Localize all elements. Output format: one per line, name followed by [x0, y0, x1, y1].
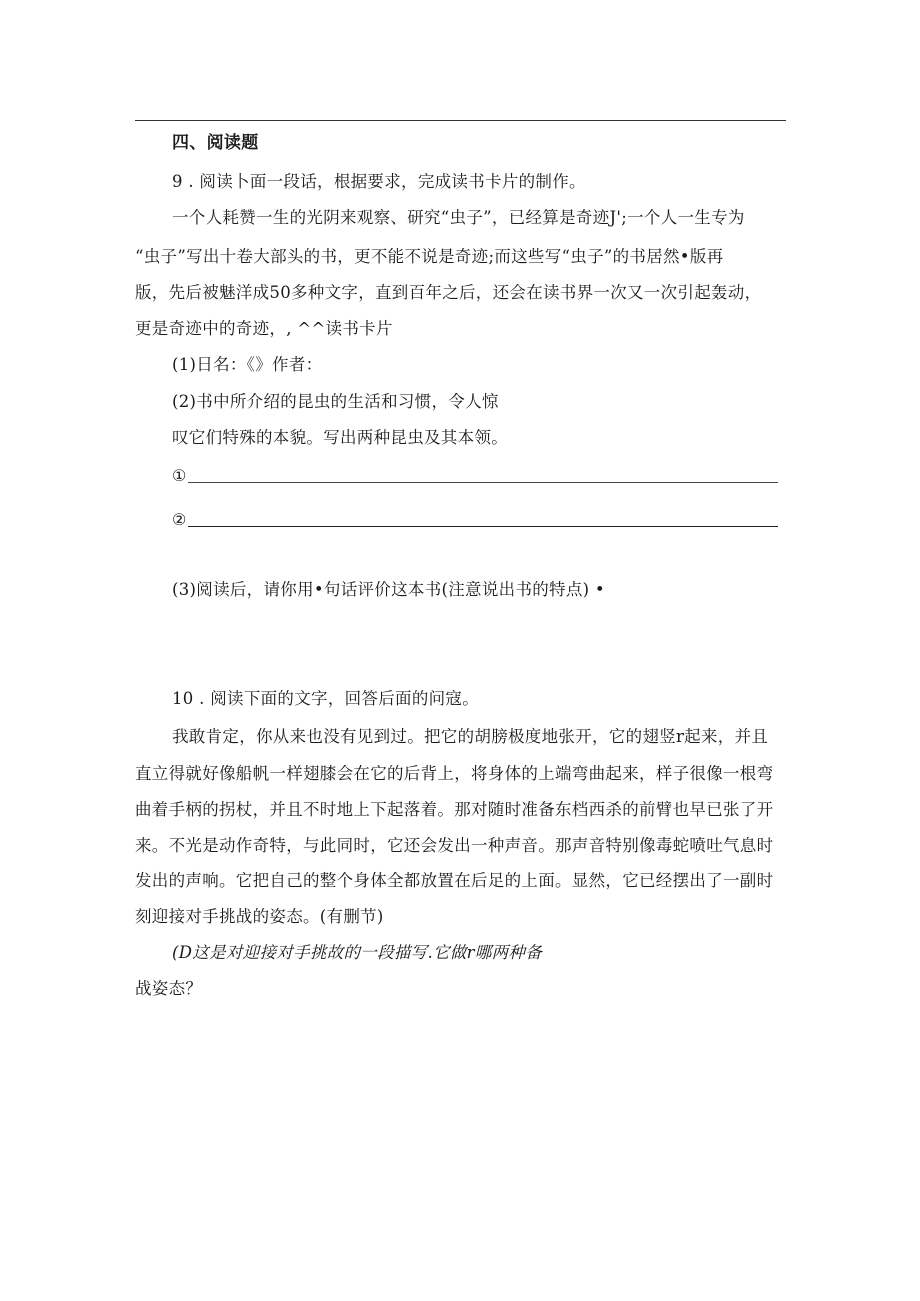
q9-passage-line-3: 版，先后被魅洋成50多种文字，直到百年之后，还会在读书界一次又一次引起轰动， [135, 283, 762, 302]
answer-blank-2[interactable] [172, 506, 778, 530]
q10-title: 10 . 阅读下面的文字，回答后面的问寇。 [172, 689, 480, 708]
q10-passage-line-3: 曲着手柄的拐杖，并且不时地上下起落着。那对随时准备东档西杀的前臂也早已张了开 [135, 800, 774, 819]
q9-sub3-evaluate: (3)阅读后，请你用•句话评价这本书(注意说出书的特点) • [172, 580, 605, 599]
q10-passage-line-1: 我敢肯定，你从来也没有见到过。把它的胡膀极度地张开，它的翅竖r起来，并且 [172, 727, 769, 746]
q10-sub1-line-1: (D这是对迎接对手挑故的一段描写.它做r哪两种备 [172, 943, 542, 962]
section-heading: 四、阅读题 [172, 133, 259, 153]
q9-sub1-title-author: (1)日名：《》作者： [172, 355, 323, 374]
q9-sub2-line-1: (2)书中所介绍的昆虫的生活和习惯，令人惊 [172, 392, 499, 411]
blank-1-underline [188, 482, 778, 483]
q9-passage-line-2: “虫子”写出十卷大部头的书，更不能不说是奇迹;而这些写“虫子”的书居然•版再 [135, 247, 724, 266]
top-divider [135, 120, 786, 121]
q10-passage-line-5: 发出的声响。它把自己的整个身体全都放置在后足的上面。显然，它已经摆出了一副时 [135, 871, 774, 890]
q9-passage-line-1: 一个人耗赞一生的光阴来观察、研究“虫子”，已经算是奇迹J';一个人一生专为 [172, 208, 745, 227]
blank-2-marker: ② [172, 510, 187, 529]
q10-passage-line-2: 直立得就好像船帆一样翅膝会在它的后背上，将身体的上端弯曲起来，样子很像一根弯 [135, 764, 774, 783]
answer-blank-1[interactable] [172, 462, 778, 486]
blank-1-marker: ① [172, 466, 187, 485]
q9-sub2-line-2: 叹它们特殊的本貌。写出两种昆虫及其本领。 [172, 428, 508, 447]
q10-sub1-line-2: 战姿态？ [135, 979, 203, 998]
q10-passage-line-4: 来。不光是动作奇特，与此同时，它还会发出一种声音。那声音特别像毒蛇喷吐气息时 [135, 836, 774, 855]
q9-title: 9 . 阅读卜面一段话，根据要求，完成读书卡片的制作。 [172, 172, 586, 191]
q10-passage-line-6: 刻迎接对手挑战的姿态。(有删节) [135, 907, 384, 926]
blank-2-underline [188, 526, 778, 527]
q9-passage-line-4: 更是奇迹中的奇迹，, ^^读书卡片 [135, 319, 393, 338]
